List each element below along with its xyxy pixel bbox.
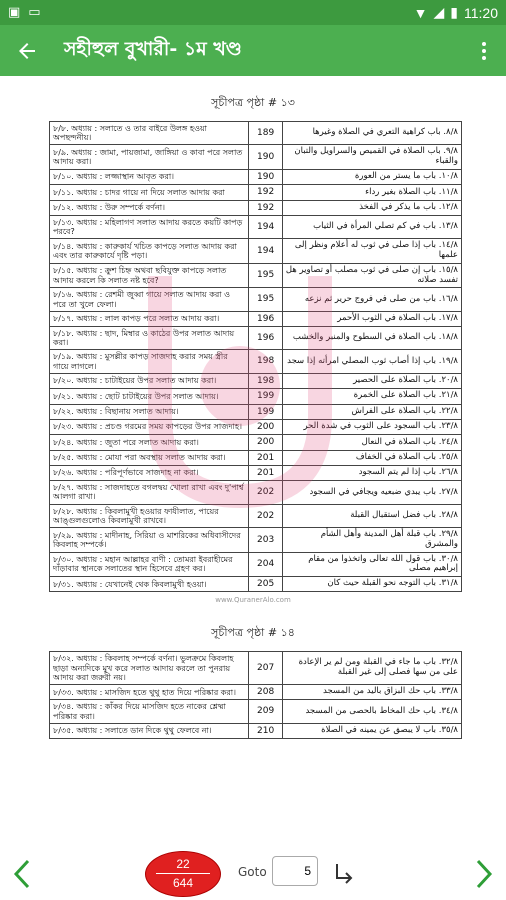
table-row	[50, 684, 462, 699]
page-number: 194	[249, 215, 282, 238]
chapter-arabic: ٢٩/٨. باب قبلة أهل المدينة وأهل الشأم والمشرق	[282, 528, 461, 553]
index-table	[49, 651, 462, 739]
chapter-bengali: ৮/২৯. অধ্যায় : মাদীনাহ, সিরিয়া ও মাশরিকের অধিবাসীদের কিবলাহ সম্পর্কে।	[50, 528, 249, 553]
page-number: 199	[249, 404, 282, 419]
chapter-arabic: ١٩/٨. باب إذا أصاب ثوب المصلي امرأته إذا سجد	[282, 350, 461, 373]
notification-icon: ▣	[8, 5, 21, 20]
pager-bar	[0, 848, 506, 900]
page-number: 202	[249, 504, 282, 527]
goto-label: Goto	[238, 865, 267, 879]
chapter-arabic: ٢٣/٨. باب السجود على الثوب في شدة الحر	[282, 419, 461, 434]
table-row	[50, 435, 462, 450]
gallery-icon: ▭	[28, 5, 41, 20]
page-number: 196	[249, 327, 282, 350]
chapter-bengali: ৮/৩৩. অধ্যায় : মাসজিদ হতে থুথু হাত দিয়ে পরিষ্কার করা।	[50, 684, 249, 699]
page-number: 208	[249, 684, 282, 699]
chevron-right-icon[interactable]	[470, 854, 500, 894]
page-number: 189	[249, 122, 282, 145]
page-number: 194	[249, 239, 282, 264]
chapter-arabic: ١٢/٨. باب ما يذكر في الفخذ	[282, 200, 461, 215]
chapter-bengali: ৮/২৬. অধ্যায় : পরিপূর্ণভাবে সাজদাহ না করা।	[50, 465, 249, 480]
signal-icon: ◢	[433, 4, 445, 20]
page-number: 201	[249, 450, 282, 465]
page-number: 204	[249, 552, 282, 577]
chapter-arabic: ١٣/٨. باب في كم تصلي المرأة في الثياب	[282, 215, 461, 238]
page-number: 203	[249, 528, 282, 553]
chapter-bengali: ৮/৯. অধ্যায় : জামা, পায়জামা, জাঙ্গিয়া ও কাবা পরে সলাত আদায় করা।	[50, 145, 249, 170]
page-number: 200	[249, 435, 282, 450]
table-row	[50, 389, 462, 404]
chapter-arabic: ١٤/٨. باب إذا صلى في ثوب له أعلام ونظر إلى علمها	[282, 239, 461, 264]
more-vert-icon[interactable]	[472, 34, 496, 68]
chapter-arabic: ٢٧/٨. باب يبدي ضبعيه ويجافي في السجود	[282, 481, 461, 504]
chapter-arabic: ٨/٨. باب كراهية التعري في الصلاة وغيرها	[282, 122, 461, 145]
table-row	[50, 169, 462, 184]
page-number: 200	[249, 419, 282, 434]
page-number: 195	[249, 263, 282, 288]
page-header: সূচীপত্র পৃষ্ঠা # ১৩	[211, 96, 295, 109]
chapter-bengali: ৮/১১. অধ্যায় : চাদর গায়ে না দিয়ে সলাত আদায় করা	[50, 185, 249, 200]
chapter-arabic: ٣٠/٨. باب قول الله تعالى واتخذوا من مقام إبراهيم مصلى	[282, 552, 461, 577]
page-number: 210	[249, 723, 282, 738]
chapter-bengali: ৮/২০. অধ্যায় : চাটাইয়ের উপর সলাত আদায় করা।	[50, 373, 249, 388]
chapter-bengali: ৮/৮. অধ্যায় : সলাতে ও তার বাইরে উলঙ্গ হওয়া অপছন্দনীয়।	[50, 122, 249, 145]
page-number: 196	[249, 311, 282, 326]
chapter-bengali: ৮/২৫. অধ্যায় : মোযা পরা অবস্থায় সলাত আদায় করা।	[50, 450, 249, 465]
table-row	[50, 263, 462, 288]
chapter-arabic: ٢٢/٨. باب الصلاة على الفراش	[282, 404, 461, 419]
index-table	[49, 121, 462, 592]
page-number: 202	[249, 481, 282, 504]
chapter-arabic: ٣١/٨. باب التوجه نحو القبلة حيث كان	[282, 577, 461, 592]
chapter-arabic: ١٥/٨. باب إن صلى في ثوب مصلب أو تصاوير هل تفسد صلاته	[282, 263, 461, 288]
chapter-arabic: ٣٣/٨. باب حك البزاق باليد من المسجد	[282, 684, 461, 699]
page-number: 190	[249, 145, 282, 170]
chapter-arabic: ٢٥/٨. باب الصلاة في الخفاف	[282, 450, 461, 465]
chapter-arabic: ١١/٨. باب الصلاة بغير رداء	[282, 185, 461, 200]
chapter-bengali: ৮/৩৪. অধ্যায় : কাঁকর দিয়ে মাসজিদ হতে নাকের শ্লেষ্মা পরিষ্কার করা।	[50, 700, 249, 723]
chapter-arabic: ١٦/٨. باب من صلى في فروج حرير ثم نزعه	[282, 288, 461, 311]
chapter-arabic: ٢١/٨. باب الصلاة على الخمرة	[282, 389, 461, 404]
chapter-bengali: ৮/২১. অধ্যায় : ছোট চাটাইয়ের উপর সলাত আদায়।	[50, 389, 249, 404]
goto-input[interactable]	[272, 856, 318, 886]
chapter-bengali: ৮/২৮. অধ্যায় : কিবলামুখী হওয়ার ফাযীলাত, পায়ের আঙ্গুলগুলোও কিবলামুখী রাখবে।	[50, 504, 249, 527]
chapter-bengali: ৮/২২. অধ্যায় : বিছানায় সলাত আদায়।	[50, 404, 249, 419]
page-number: 195	[249, 288, 282, 311]
chapter-bengali: ৮/১২. অধ্যায় : উরু সম্পর্কে বর্ণনা।	[50, 200, 249, 215]
page-number: 199	[249, 389, 282, 404]
page-header: সূচীপত্র পৃষ্ঠা # ১৪	[211, 626, 295, 640]
table-row	[50, 552, 462, 577]
table-row	[50, 327, 462, 350]
chapter-bengali: ৮/১৩. অধ্যায় : মহিলাগণ সলাত আদায় করতে কয়টি কাপড় পরবে?	[50, 215, 249, 238]
table-row	[50, 404, 462, 419]
chapter-arabic: ٣٤/٨. باب حك المخاط بالحصى من المسجد	[282, 700, 461, 723]
table-row	[50, 288, 462, 311]
page-number: 201	[249, 465, 282, 480]
table-row	[50, 122, 462, 145]
wifi-icon: ▼	[413, 4, 428, 21]
table-row	[50, 200, 462, 215]
table-row	[50, 450, 462, 465]
table-row	[50, 311, 462, 326]
chapter-bengali: ৮/১৪. অধ্যায় : কারুকার্য খচিত কাপড়ে সলাত আদায় করা এবং তার কারুকার্যে দৃষ্টি পড়া।	[50, 239, 249, 264]
table-row	[50, 239, 462, 264]
table-row	[50, 215, 462, 238]
chevron-left-icon[interactable]	[6, 854, 36, 894]
chapter-bengali: ৮/১৬. অধ্যায় : রেশমী জুব্বা গায়ে সলাত আদায় করা ও পরে তা খুলে ফেলা।	[50, 288, 249, 311]
book-page[interactable]	[0, 76, 506, 848]
counter-divider	[156, 873, 210, 874]
chapter-arabic: ٢٨/٨. باب فضل استقبال القبلة	[282, 504, 461, 527]
chapter-bengali: ৮/৩২. অধ্যায় : কিবলাহ সম্পর্কে বর্ণনা। ভুলক্রমে কিবলাহ ছাড়া অন্যদিকে মুখ করে সলাত আদায় করলে তা পুনরায় আদায় করা জরুরী নয়।	[50, 652, 249, 685]
goto-arrow-icon[interactable]	[330, 858, 358, 888]
chapter-arabic: ٣٥/٨. باب لا يبصق عن يمينه في الصلاة	[282, 723, 461, 738]
table-row	[50, 373, 462, 388]
chapter-arabic: ٢٠/٨. باب الصلاة على الحصير	[282, 373, 461, 388]
current-page: 22	[176, 857, 190, 871]
chapter-arabic: ١٧/٨. باب الصلاة في الثوب الأحمر	[282, 311, 461, 326]
chapter-bengali: ৮/৩১. অধ্যায় : যেখানেই থেক কিবলামুখী হওয়া।	[50, 577, 249, 592]
page-number: 192	[249, 200, 282, 215]
page-number: 209	[249, 700, 282, 723]
chapter-arabic: ١٠/٨. باب ما يستر من العورة	[282, 169, 461, 184]
table-row	[50, 465, 462, 480]
clock: 11:20	[464, 4, 498, 21]
chapter-bengali: ৮/১৫. অধ্যায় : ক্রুশ চিহ্ন অথবা ছবিযুক্ত কাপড়ে সলাত আদায় করলে কি সলাত নষ্ট হবে?	[50, 263, 249, 288]
table-row	[50, 652, 462, 685]
table-row	[50, 504, 462, 527]
table-row	[50, 528, 462, 553]
app-title: সহীহুল বুখারী- ১ম খণ্ড	[64, 37, 242, 60]
table-row	[50, 350, 462, 373]
chapter-bengali: ৮/১৭. অধ্যায় : লাল কাপড় পরে সলাত আদায় করা।	[50, 311, 249, 326]
table-row	[50, 185, 462, 200]
arrow-back-icon[interactable]	[10, 34, 44, 68]
table-row	[50, 419, 462, 434]
page-number: 198	[249, 373, 282, 388]
table-row	[50, 145, 462, 170]
page-counter[interactable]	[145, 851, 221, 897]
page-number: 192	[249, 185, 282, 200]
table-row	[50, 577, 462, 592]
battery-icon: ▮	[450, 4, 458, 20]
page-number: 207	[249, 652, 282, 685]
chapter-arabic: ١٨/٨. باب الصلاة في السطوح والمنبر والخشب	[282, 327, 461, 350]
chapter-arabic: ٢٦/٨. باب إذا لم يتم السجود	[282, 465, 461, 480]
chapter-bengali: ৮/১৮. অধ্যায় : ছাদ, মিম্বার ও কাঠের উপর সলাত আদায় করা।	[50, 327, 249, 350]
chapter-bengali: ৮/১০. অধ্যায় : লজ্জাস্থান আবৃত করা।	[50, 169, 249, 184]
table-row	[50, 700, 462, 723]
chapter-arabic: ٩/٨. باب الصلاة في القميص والسراويل والتبان والقباء	[282, 145, 461, 170]
total-pages: 644	[172, 876, 194, 890]
chapter-bengali: ৮/২৪. অধ্যায় : জুতা পরে সলাত আদায় করা।	[50, 435, 249, 450]
chapter-bengali: ৮/২৭. অধ্যায় : সাজদাহতে বগলদ্বয় খোলা রাখা এবং দু'পার্শ্ব আলগা রাখা।	[50, 481, 249, 504]
chapter-bengali: ৮/৩০. অধ্যায় : মহান আল্লাহর বাণী : তোমরা ইবরাহীমের দাঁড়াবার স্থানকে সলাতের স্থান হিসেবে গ্রহণ কর।	[50, 552, 249, 577]
chapter-arabic: ٣٢/٨. باب ما جاء في القبلة ومن لم ير الإعادة على من سها فصلى إلى غير القبلة	[282, 652, 461, 685]
page-number: 198	[249, 350, 282, 373]
chapter-arabic: ٢٤/٨. باب الصلاة في النعال	[282, 435, 461, 450]
app-bar	[0, 25, 506, 76]
chapter-bengali: ৮/৩৫. অধ্যায় : সলাতে ডান দিকে থুথু ফেলবে না।	[50, 723, 249, 738]
watermark-url: www.QuranerAlo.com	[215, 596, 291, 605]
status-bar	[0, 0, 506, 25]
table-row	[50, 723, 462, 738]
chapter-bengali: ৮/১৯. অধ্যায় : মুসল্লীর কাপড় সাজদাহ করার সময় স্ত্রীর গায়ে লাগলে।	[50, 350, 249, 373]
page-number: 205	[249, 577, 282, 592]
table-row	[50, 481, 462, 504]
chapter-bengali: ৮/২৩. অধ্যায় : প্রচণ্ড গরমের সময় কাপড়ের উপর সাজদাহ।	[50, 419, 249, 434]
page-number: 190	[249, 169, 282, 184]
